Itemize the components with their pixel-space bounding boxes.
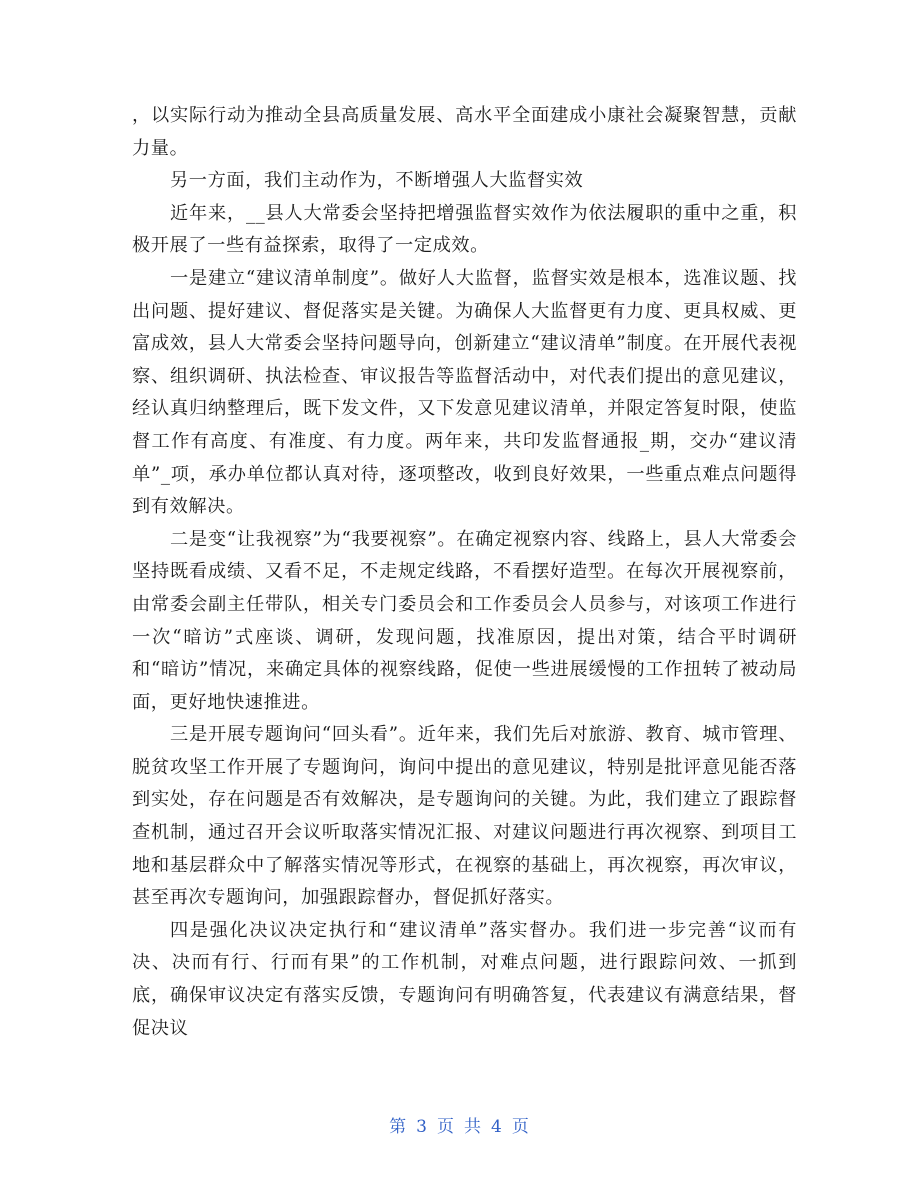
footer-prefix: 第 <box>389 1117 409 1137</box>
document-body <box>132 100 797 1045</box>
footer-page-label: 页 <box>437 1117 456 1137</box>
paragraph-point-4: 四是强化决议决定执行和“建议清单”落实督办。我们进一步完善“议而有决、决而有行、行而有果”的工作机制，对难点问题，进行跟踪问效、一抓到底，确保审议决定有落实反馈，专题询问有明确答复，代表建议有满意结果，督促决议 <box>132 919 797 1039</box>
footer-current-page: 3 <box>416 1117 429 1137</box>
page-footer <box>0 1112 920 1137</box>
footer-total-label: 共 <box>464 1117 483 1137</box>
paragraph-point-3: 三是开展专题询问“回头看”。近年来，我们先后对旅游、教育、城市管理、脱贫攻坚工作开展了专题询问，询问中提出的意见建议，特别是批评意见能否落到实处，存在问题是否有效解决，是专题询问的关键。为此，我们建立了跟踪督查机制，通过召开会议听取落实情况汇报、对建议问题进行再次视察、到项目工地和基层群众中了解落实情况等形式，在视察的基础上，再次视察，再次审议，甚至再次专题询问，加强跟踪督办，督促抓好落实。 <box>132 724 797 909</box>
paragraph-point-2: 二是变“让我视察”为“我要视察”。在确定视察内容、线路上，县人大常委会坚持既看成绩、又看不足，不走规定线路，不看摆好造型。在每次开展视察前，由常委会副主任带队，相关专门委员会和工作委员会人员参与，对该项工作进行一次“暗访”式座谈、调研，发现问题，找准原因，提出对策，结合平时调研和“暗访”情况，来确定具体的视察线路，促使一些进展缓慢的工作扭转了被动局面，更好地快速推进。 <box>132 528 797 713</box>
paragraph-intro: 近年来，__县人大常委会坚持把增强监督实效作为依法履职的重中之重，积极开展了一些有益探索，取得了一定成效。 <box>132 202 797 257</box>
footer-suffix: 页 <box>511 1117 531 1137</box>
paragraph-continuation: ，以实际行动为推动全县高质量发展、高水平全面建成小康社会凝聚智慧，贡献力量。 <box>132 105 797 159</box>
paragraph-point-1: 一是建立“建议清单制度”。做好人大监督，监督实效是根本，选准议题、找出问题、提好建议、督促落实是关键。为确保人大监督更有力度、更具权威、更富成效，县人大常委会坚持问题导向，创新建立“建议清单”制度。在开展代表视察、组织调研、执法检查、审议报告等监督活动中，对代表们提出的意见建议，经认真归纳整理后，既下发文件，又下发意见建议清单，并限定答复时限，使监督工作有高度、有准度、有力度。两年来，共印发监督通报_期，交办“建议清单”_项，承办单位都认真对待，逐项整改，收到良好效果，一些重点难点问题得到有效解决。 <box>132 267 797 518</box>
footer-total-pages: 4 <box>491 1117 504 1137</box>
section-heading: 另一方面，我们主动作为，不断增强人大监督实效 <box>170 170 584 192</box>
